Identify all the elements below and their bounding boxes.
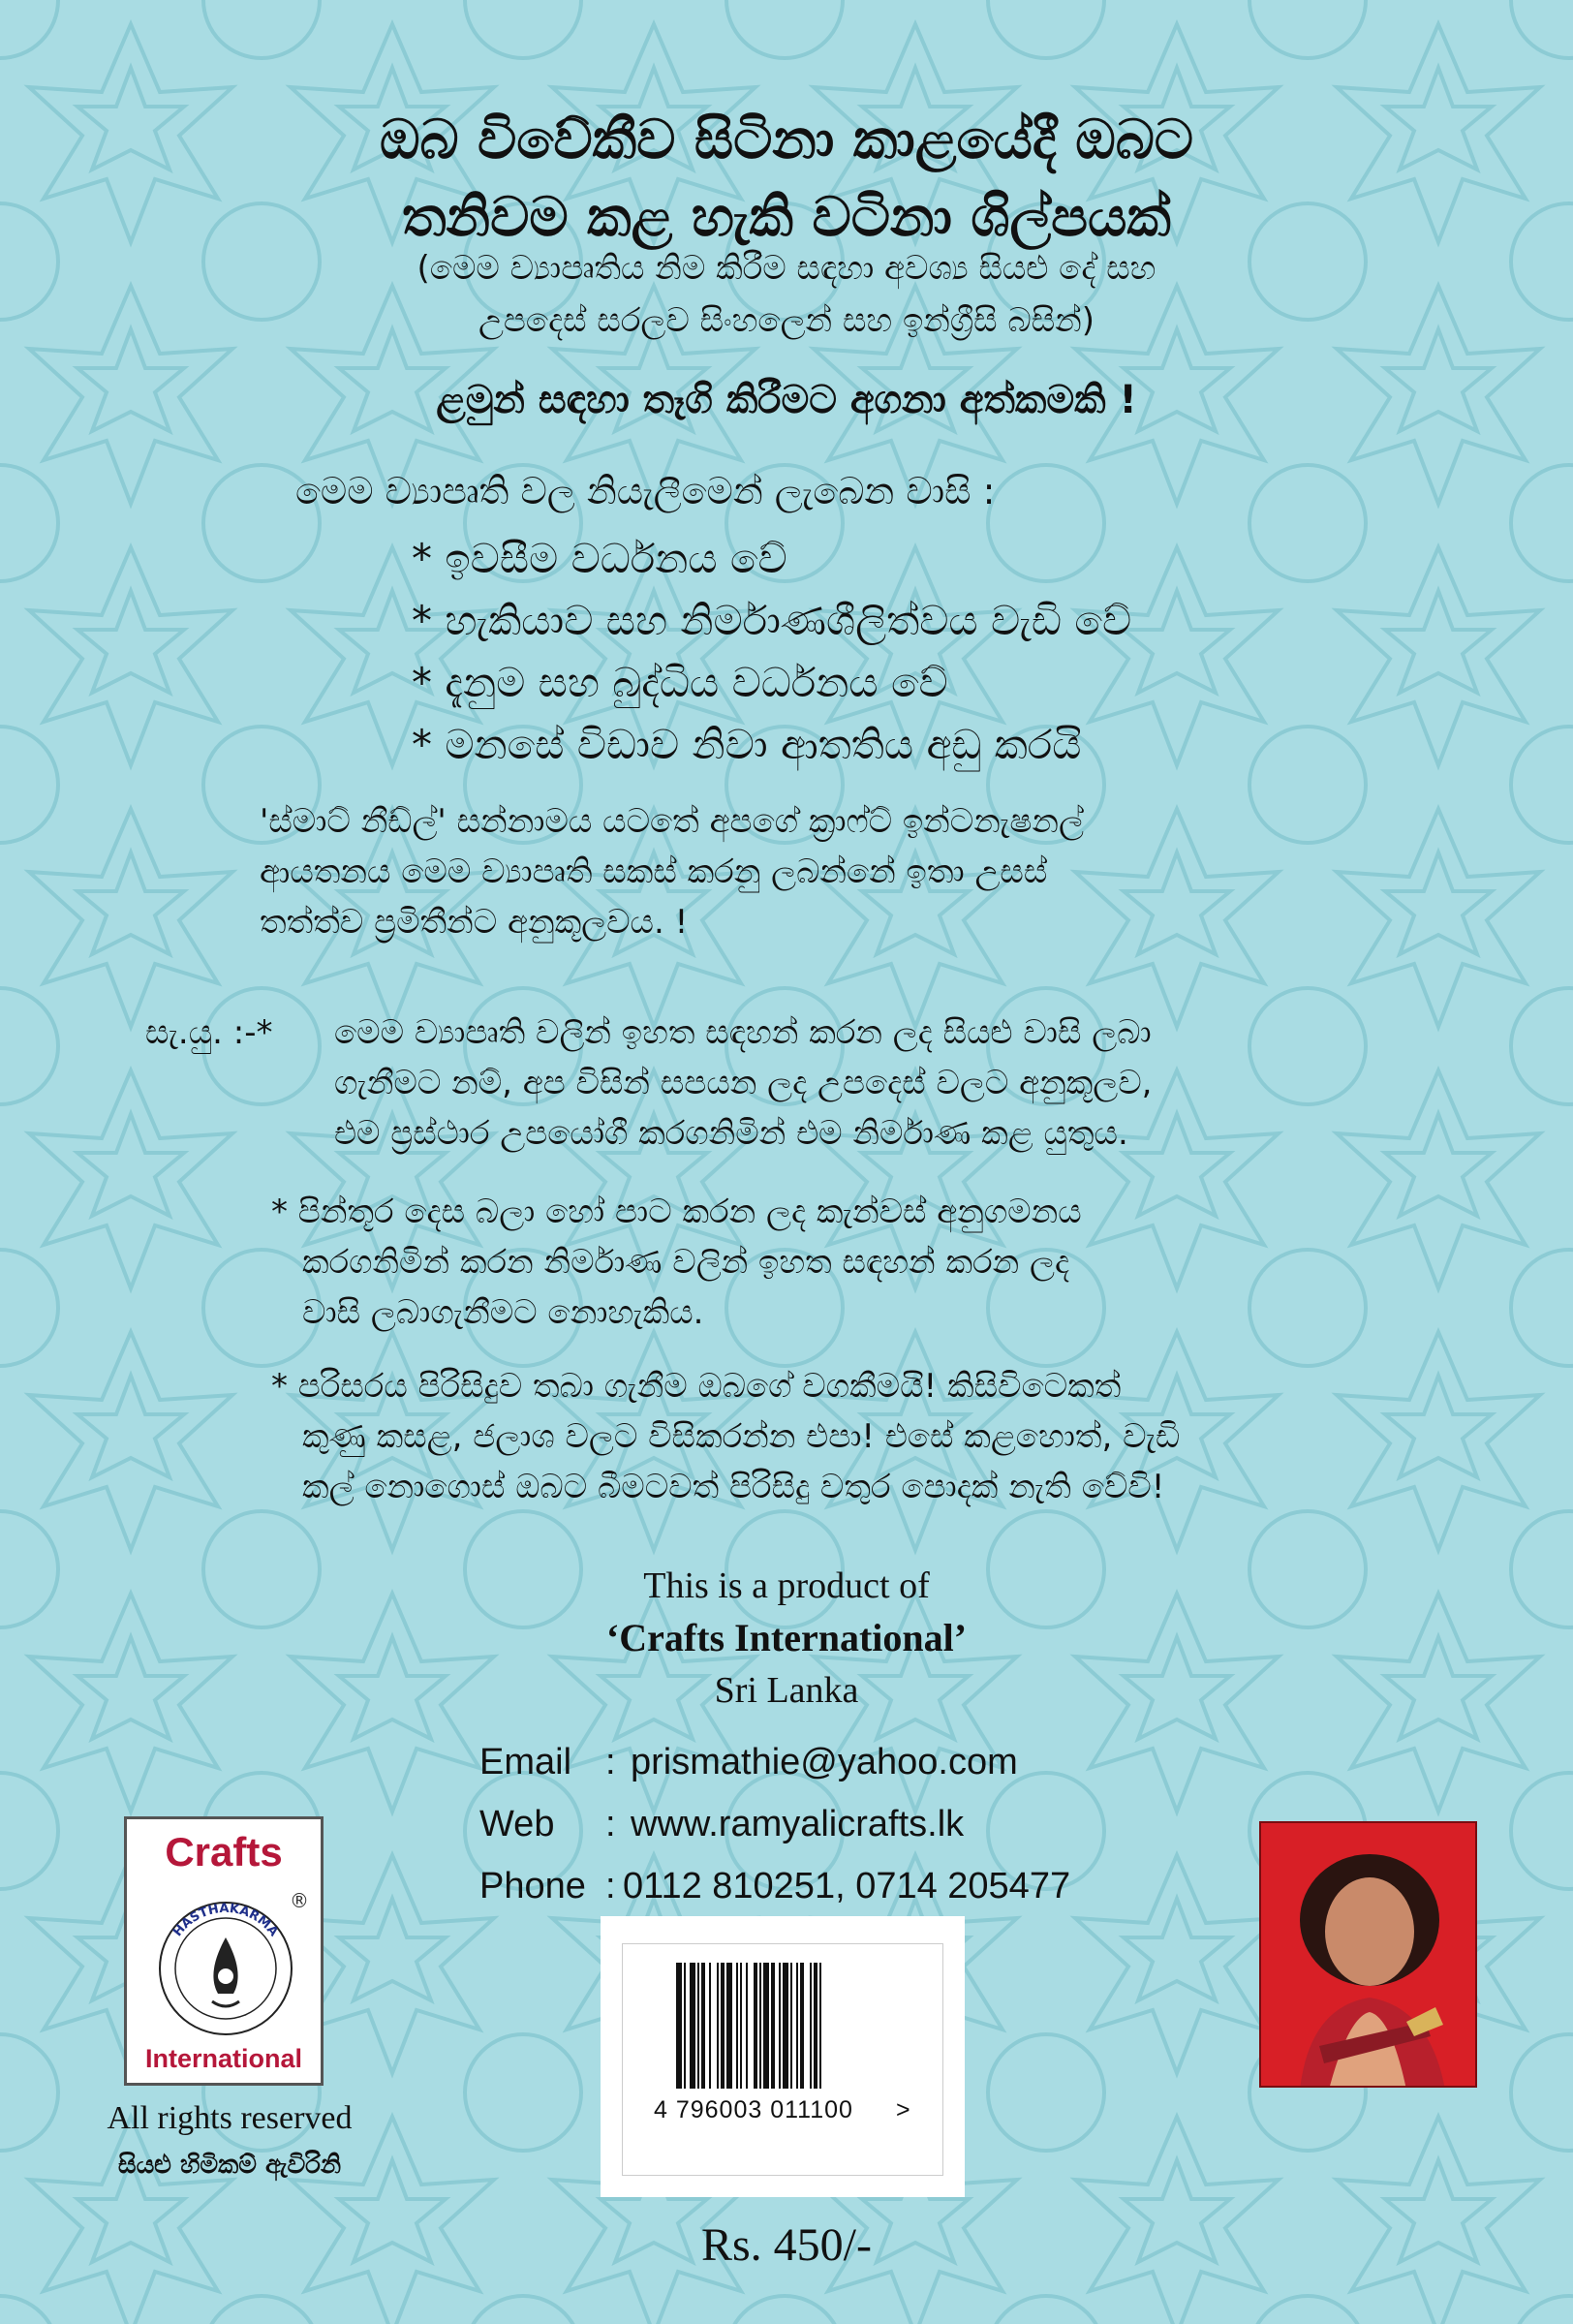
note-line: මෙම ව්‍යාපෘති වලින් ඉහත සඳහන් කරන ලද සියළු වාසි ලබා bbox=[334, 1013, 1152, 1052]
web-row bbox=[479, 1793, 1070, 1855]
subtitle-line-2: උපදෙස් සරලව සිංහලෙන් සහ ඉන්ග්‍රීසි බසින්) bbox=[478, 301, 1095, 340]
headline bbox=[0, 102, 1573, 257]
separator: : bbox=[605, 1742, 616, 1782]
note-line: * පරිසරය පිරිසිදුව තබා ගැනීම ඔබගේ වගකීමයි! කිසිවිටෙකත් bbox=[271, 1367, 1122, 1406]
brand-paragraph bbox=[260, 796, 1084, 947]
logo-top-text: Crafts bbox=[165, 1829, 283, 1875]
note-line: වාසි ලබාගැනීමට නොහැකිය. bbox=[302, 1293, 704, 1332]
all-rights-reserved: All rights reserved bbox=[107, 2100, 353, 2136]
brand-paragraph-line: 'ස්මාට් නීඩ්ල්' සන්නාමය යටතේ අපගේ ක්‍රාෆ්ට් ඉන්ටනැෂනල් bbox=[260, 802, 1084, 841]
benefit-item: * දැනුම සහ බුද්ධිය වර්ධනය වේ bbox=[412, 659, 948, 706]
logo-ring-text bbox=[148, 1887, 303, 2042]
all-rights-reserved-sinhala: සියළු හිමිකම් ඇවිරිනි bbox=[117, 2151, 342, 2180]
phone-row bbox=[479, 1855, 1070, 1917]
note-line: එම ප්‍රස්ථාර උපයෝගී කරගනිමින් එම නිර්මාණ කළ යුතුය. bbox=[334, 1114, 1128, 1153]
phone-label: Phone bbox=[479, 1866, 586, 1906]
registered-mark: ® bbox=[290, 1889, 309, 1912]
phone-value: 0112 810251, 0714 205477 bbox=[623, 1866, 1071, 1906]
price: Rs. 450/- bbox=[700, 2219, 872, 2271]
country: Sri Lanka bbox=[714, 1670, 859, 1711]
email-label: Email bbox=[479, 1742, 572, 1782]
crafts-logo bbox=[124, 1816, 324, 2086]
benefit-item: * මනසේ විඩාව නිවා ආතතිය අඩු කරයි bbox=[412, 721, 1082, 768]
portrait-image bbox=[1261, 1823, 1477, 2088]
company-name: ‘Crafts International’ bbox=[605, 1616, 968, 1659]
subtitle bbox=[0, 242, 1573, 347]
product-line: This is a product of bbox=[643, 1565, 930, 1606]
barcode-panel bbox=[601, 1916, 965, 2197]
separator: : bbox=[605, 1866, 616, 1906]
headline-line-1: ඔබ විවේකීව සිටිනා කාළයේදී ඔබට bbox=[379, 108, 1194, 171]
benefits-title: මෙම ව්‍යාපෘති වල නියැලීමෙන් ලැබෙන වාසි : bbox=[295, 470, 996, 512]
barcode-tail: > bbox=[896, 2096, 910, 2123]
note-line: කල් නොගොස් ඔබට බීමටවත් පිරිසිදු වතුර පොදක් නැති වේවි! bbox=[302, 1468, 1165, 1506]
headline-line-2: තනිවම කළ හැකි වටිනා ශිල්පයක් bbox=[402, 186, 1171, 249]
barcode-number: 4 796003 011100 bbox=[654, 2096, 853, 2123]
logo-ring-label: HASTHAKARMA bbox=[170, 1901, 281, 1940]
brand-paragraph-line: තත්ත්ව ප්‍රමිතීන්ට අනුකූලවය. ! bbox=[260, 903, 689, 942]
separator: : bbox=[605, 1804, 616, 1844]
author-photo bbox=[1259, 1821, 1477, 2088]
note-line: කුණු කසළ, ජලාශ වලට විසිකරන්න එපා! එසේ කළහොත්, වැඩි bbox=[302, 1417, 1181, 1456]
benefit-item: * ඉවසීම වර්ධනය වේ bbox=[412, 535, 787, 582]
logo-bottom-text: International bbox=[144, 2044, 302, 2073]
benefit-item: * හැකියාව සහ නිර්මාණශීලිත්වය වැඩි වේ bbox=[412, 597, 1132, 644]
notes-prefix: සැ.යු. :-* bbox=[145, 1013, 273, 1052]
web-label: Web bbox=[479, 1804, 555, 1844]
barcode-icon bbox=[676, 1963, 909, 2089]
email-value[interactable]: prismathie@yahoo.com bbox=[631, 1742, 1018, 1782]
brand-paragraph-line: ආයතනය මෙම ව්‍යාපෘති සකස් කරනු ලබන්නේ ඉතා උසස් bbox=[260, 852, 1048, 891]
product-info bbox=[0, 1560, 1573, 1717]
note-3 bbox=[271, 1361, 1180, 1512]
slogan: ළමුන් සඳහා තෑගි කිරීමට අගනා අත්කමකි ! bbox=[436, 378, 1137, 422]
note-line: කරගනිමින් කරන නිර්මාණ වලින් ඉහත සඳහන් කරන ලද bbox=[302, 1243, 1070, 1282]
note-line: ගැනීමට නම්, අප විසින් සපයන ලද උපදෙස් වලට අනුකූලව, bbox=[334, 1064, 1153, 1102]
contact-block bbox=[479, 1731, 1070, 1917]
email-row bbox=[479, 1731, 1070, 1793]
benefits-list bbox=[412, 528, 1131, 776]
note-1 bbox=[334, 1007, 1152, 1159]
subtitle-line-1: (මෙම ව්‍යාපෘතිය නිම කිරීම සඳහා අවශ්‍ය සියළු දේ සහ bbox=[416, 249, 1157, 288]
svg-text:HASTHAKARMA bbox=[170, 1902, 281, 1939]
note-line: * පින්තූර දෙස බලා හෝ පාට කරන ලද කැන්වස් අනුගමනය bbox=[271, 1193, 1082, 1231]
web-value[interactable]: www.ramyalicrafts.lk bbox=[631, 1804, 965, 1844]
note-2 bbox=[271, 1187, 1082, 1338]
